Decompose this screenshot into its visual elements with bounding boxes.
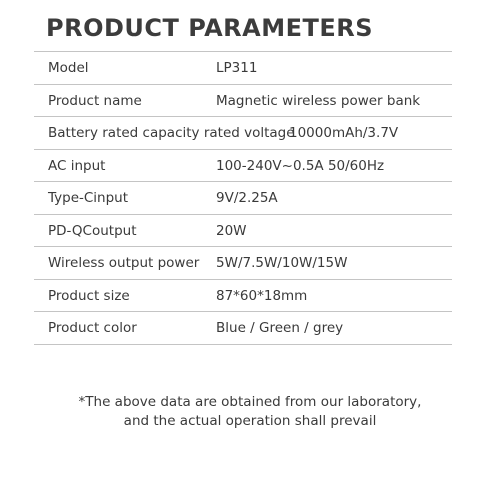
page-title: PRODUCT PARAMETERS (46, 14, 374, 42)
table-row (34, 247, 452, 280)
row-value: Magnetic wireless power bank (216, 92, 421, 109)
table-row (34, 215, 452, 248)
table-row (34, 52, 452, 85)
row-label: Model (48, 60, 89, 76)
row-value: 100-240V~0.5A 50/60Hz (216, 157, 385, 174)
footnote-line: and the actual operation shall prevail (123, 413, 377, 429)
footnote-line: *The above data are obtained from our laboratory, (78, 394, 422, 410)
table-row (34, 280, 452, 313)
table-row (34, 150, 452, 183)
table-row (34, 85, 452, 118)
row-value: 87*60*18mm (216, 287, 308, 304)
table-row (34, 117, 452, 150)
row-value: LP311 (216, 60, 258, 76)
row-label: Product color (48, 320, 137, 336)
row-value: Blue / Green / grey (216, 320, 344, 336)
row-label: Wireless output power (48, 255, 200, 271)
row-label: Product name (48, 92, 142, 109)
disclaimer-footnote (0, 393, 500, 431)
table-row (34, 182, 452, 215)
row-label: AC input (48, 157, 106, 174)
row-label: Battery rated capacity rated voltage (48, 125, 295, 141)
table-row (34, 312, 452, 345)
row-value: 20W (216, 222, 247, 239)
row-value: 10000mAh/3.7V (289, 125, 399, 141)
row-label: Type-Cinput (48, 190, 129, 206)
row-label: PD-QCoutput (48, 222, 137, 239)
row-value: 9V/2.25A (216, 190, 278, 206)
row-label: Product size (48, 287, 130, 304)
spec-table (34, 51, 452, 345)
row-value: 5W/7.5W/10W/15W (216, 255, 348, 271)
